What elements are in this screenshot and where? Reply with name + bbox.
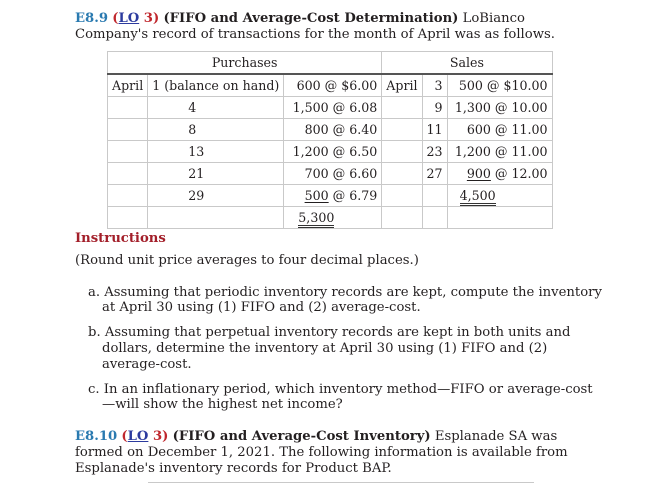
purchase-month — [108, 163, 148, 185]
exercise-intro-line: formed on December 1, 2021. The following information is available from — [75, 445, 568, 460]
sale-amount: 1,200 @ 11.00 — [447, 141, 552, 163]
sale-month — [382, 97, 422, 119]
purchase-day: 29 — [148, 185, 284, 207]
sale-month — [382, 163, 422, 185]
instructions-heading: Instructions — [75, 231, 166, 246]
sale-day: 27 — [422, 163, 447, 185]
purchases-total: 5,300 — [298, 210, 334, 228]
lo-link[interactable]: LO — [127, 429, 149, 444]
empty-cell — [422, 207, 447, 229]
purchase-month — [108, 97, 148, 119]
purchase-month — [108, 119, 148, 141]
purchase-amount: 1,500 @ 6.08 — [284, 97, 382, 119]
table-row — [108, 185, 553, 207]
purchase-day: 8 — [148, 119, 284, 141]
sales-total-cell — [447, 185, 552, 207]
instruction-a-line2: at April 30 using (1) FIFO and (2) average-cost. — [102, 300, 421, 315]
instruction-a-line1: a. Assuming that periodic inventory records are kept, compute the inventory — [88, 285, 602, 300]
purchase-day: 21 — [148, 163, 284, 185]
purchase-month — [108, 185, 148, 207]
transactions-table — [107, 51, 553, 229]
sale-qty: 900 — [466, 166, 491, 181]
exercise-intro: Esplanade SA was — [434, 429, 558, 444]
learning-objective — [121, 429, 168, 444]
sale-month — [382, 119, 422, 141]
instruction-b-line1: b. Assuming that perpetual inventory records are kept in both units and — [88, 325, 571, 340]
purchase-amount: 600 @ $6.00 — [284, 74, 382, 97]
exercise-e8-10-heading — [75, 429, 557, 445]
sales-total: 4,500 — [460, 188, 496, 206]
lo-number: 3) — [139, 11, 160, 26]
sale-amount — [447, 163, 552, 185]
learning-objective — [112, 11, 159, 26]
purchase-day: 13 — [148, 141, 284, 163]
lo-paren: ( — [121, 429, 128, 444]
sale-amount: 600 @ 11.00 — [447, 119, 552, 141]
purchase-day: 4 — [148, 97, 284, 119]
exercise-e8-9-heading — [75, 11, 525, 27]
instruction-c-line2: —will show the highest net income? — [102, 397, 343, 412]
sales-header: Sales — [382, 52, 552, 75]
sale-day: 11 — [422, 119, 447, 141]
exercise-intro-line: Company's record of transactions for the month of April was as follows. — [75, 27, 555, 42]
table-row — [108, 119, 553, 141]
exercise-number: E8.9 — [75, 11, 108, 26]
empty-cell — [382, 207, 422, 229]
sale-amount: 500 @ $10.00 — [447, 74, 552, 97]
lo-number: 3) — [148, 429, 169, 444]
purchase-qty: 500 — [304, 188, 329, 203]
sale-month — [382, 141, 422, 163]
table-row — [108, 163, 553, 185]
purchase-month: April — [108, 74, 148, 97]
table-header-row — [108, 52, 553, 75]
exercise-number: E8.10 — [75, 429, 118, 444]
next-table-top-border — [148, 482, 534, 483]
exercise-title: (FIFO and Average-Cost Determination) — [163, 11, 459, 26]
instruction-b-line3: average-cost. — [102, 357, 192, 372]
lo-paren: ( — [112, 11, 119, 26]
instruction-b-line2: dollars, determine the inventory at April 30 using (1) FIFO and (2) — [102, 341, 548, 356]
sale-day: 3 — [422, 74, 447, 97]
purchase-amount — [284, 185, 382, 207]
purchase-price: @ 6.79 — [328, 188, 378, 203]
purchase-amount: 800 @ 6.40 — [284, 119, 382, 141]
purchase-amount: 1,200 @ 6.50 — [284, 141, 382, 163]
sale-price: @ 12.00 — [490, 166, 548, 181]
instructions-note: (Round unit price averages to four decimal places.) — [75, 253, 419, 268]
purchase-day: 1 (balance on hand) — [148, 74, 284, 97]
purchase-amount: 700 @ 6.60 — [284, 163, 382, 185]
sale-month — [382, 185, 422, 207]
lo-link[interactable]: LO — [118, 11, 140, 26]
exercise-intro-line: Esplanade's inventory records for Product BAP. — [75, 461, 392, 476]
sale-day: 9 — [422, 97, 447, 119]
sale-amount: 1,300 @ 10.00 — [447, 97, 552, 119]
purchase-month — [108, 141, 148, 163]
exercise-title: (FIFO and Average-Cost Inventory) — [172, 429, 431, 444]
empty-cell — [148, 207, 284, 229]
empty-cell — [108, 207, 148, 229]
sale-day — [422, 185, 447, 207]
table-row — [108, 141, 553, 163]
instruction-c-line1: c. In an inflationary period, which inventory method—FIFO or average-cost — [88, 382, 593, 397]
purchases-header: Purchases — [108, 52, 382, 75]
sale-day: 23 — [422, 141, 447, 163]
table-row — [108, 74, 553, 97]
empty-cell — [447, 207, 552, 229]
purchases-total-cell — [284, 207, 382, 229]
table-row — [108, 207, 553, 229]
table-row — [108, 97, 553, 119]
sale-month: April — [382, 74, 422, 97]
exercise-intro: LoBianco — [462, 11, 525, 26]
